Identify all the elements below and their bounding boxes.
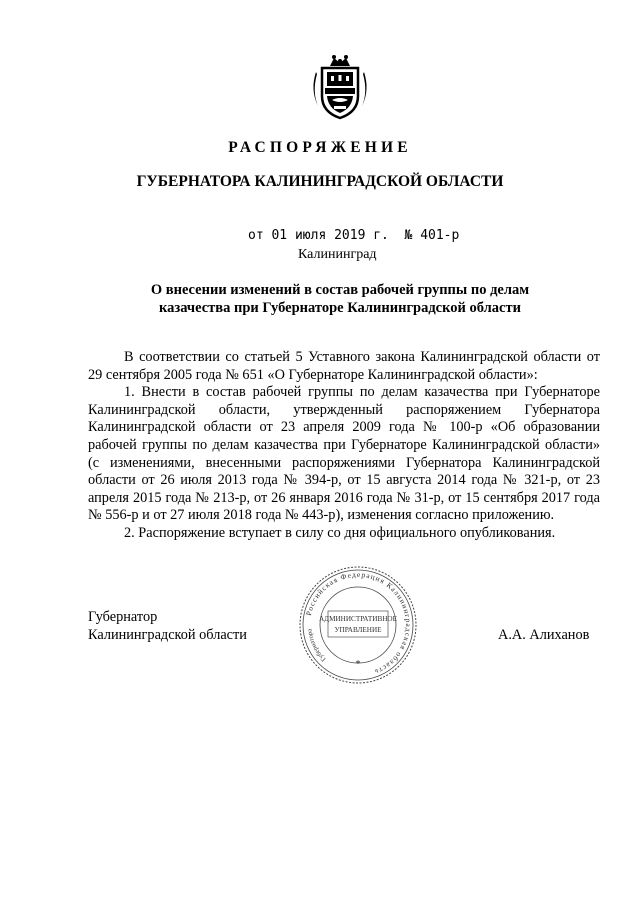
coat-of-arms-icon xyxy=(308,52,372,122)
signatory-position-line-1: Губернатор xyxy=(88,609,158,625)
city: Калининград xyxy=(298,247,377,262)
body-paragraph-item-1: 1. Внести в состав рабочей группы по делам казачества при Губернаторе Калининградской области, утвержденный распоряжением Губернатора Калининградской области от 23 апреля 2009 года № 100-р «Об образовании рабочей группы по делам казачества при Губернаторе Калининградской области» (с изменениями, внесенными распоряжениями Губернатора Калининградской области от 26 июля 2013 года № 394-р, от 15 августа 2014 года № 321-р, от 23 апреля 2015 года № 213-р, от 26 января 2016 года № 31-р, от 15 сентября 2017 года № 556-р и от 27 июля 2018 года № 443-р), изменения согласно приложению. xyxy=(88,384,600,524)
stamp-side-text: Губернатора xyxy=(306,628,328,663)
document-type-title: РАСПОРЯЖЕНИЕ xyxy=(228,139,412,156)
official-stamp xyxy=(296,563,420,687)
stamp-star: * xyxy=(355,659,361,670)
date-number-line xyxy=(248,228,459,243)
document-number: 401-р xyxy=(420,228,460,243)
stamp-ring-text: Российская Федерация Калининградская область xyxy=(303,569,414,678)
subject-line-1: О внесении изменений в состав рабочей группы по делам xyxy=(150,282,530,298)
issuing-authority: ГУБЕРНАТОРА КАЛИНИНГРАДСКОЙ ОБЛАСТИ xyxy=(136,173,504,190)
document-body xyxy=(88,349,600,543)
date-prefix: от xyxy=(248,228,272,243)
subject-line-2: казачества при Губернаторе Калининградской области xyxy=(159,300,521,316)
stamp-center-line-2: УПРАВЛЕНИЕ xyxy=(334,626,382,634)
document-subject xyxy=(120,281,560,317)
stamp-center-line-1: АДМИНИСТРАТИВНОЕ xyxy=(318,615,398,623)
signatory-position xyxy=(88,609,247,644)
body-paragraph-item-2: 2. Распоряжение вступает в силу со дня официального опубликования. xyxy=(124,524,556,541)
number-sign: № xyxy=(404,228,413,243)
document-date: 01 июля 2019 г. xyxy=(271,228,389,243)
signatory-position-line-2: Калининградской области xyxy=(88,626,247,643)
signatory-name: А.А. Алиханов xyxy=(498,627,590,643)
body-paragraph-preamble: В соответствии со статьей 5 Уставного закона Калининградской области от 29 сентября 2005 года № 651 «О Губернаторе Калининградской области»: xyxy=(88,349,600,383)
